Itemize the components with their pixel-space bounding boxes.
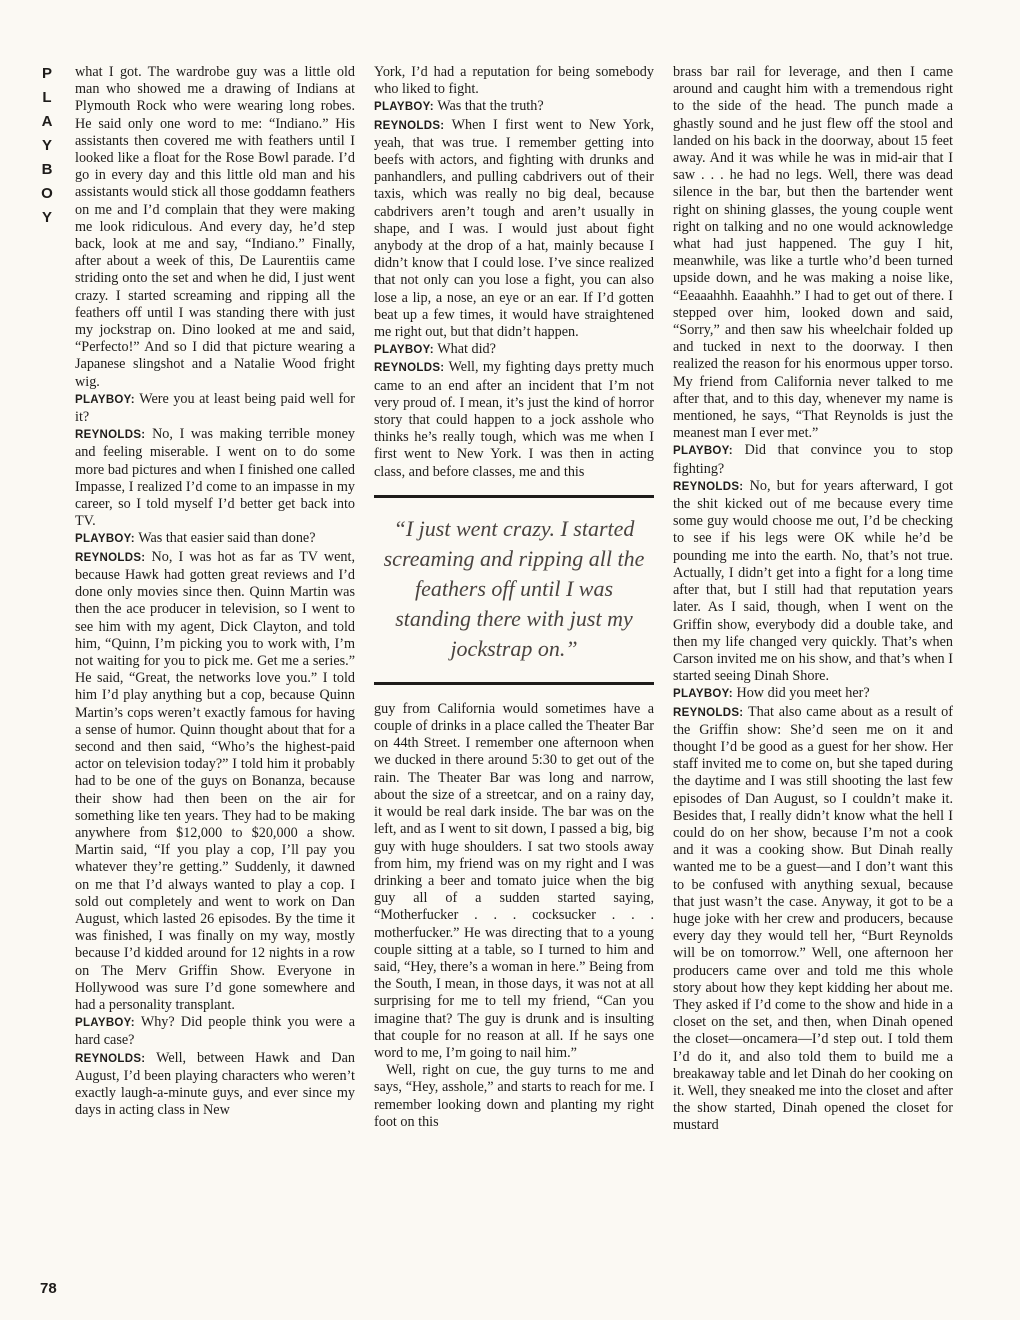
side-label-letter: Y [41,209,52,226]
speaker-label: PLAYBOY: [374,101,434,114]
speaker-label: REYNOLDS: [374,362,445,375]
speaker-label: REYNOLDS: [673,706,744,719]
speaker-label: REYNOLDS: [374,119,445,132]
magazine-side-label [38,62,56,230]
article-column-1 [75,64,355,1304]
paragraph: PLAYBOY: Were you at least being paid well for it? [75,390,355,426]
paragraph: what I got. The wardrobe guy was a little old man who showed me a drawing of Indians at Plymouth Rock who were wearing long robes. He said only one word to me: “Indiano.” His assistants then covered me with feathers until I looked like a float for the Rose Bowl parade. I’d go in every day and this little old man and his assistants would stick all those goddamn feathers on me and I’d complain that they were making me look ridiculous. And every day, he’d step back, look at me and say, “Indiano.” Finally, after about a week of this, De Laurentiis came striding onto the set and when he did, I just went crazy. I started screaming and ripping all the feathers off until I was standing there with just my jockstrap on. Dino looked at me and said, “Perfecto!” And so I did that picture wearing a Japanese slingshot and a Natalie Wood fright wig. [75,64,355,390]
paragraph: REYNOLDS: No, I was hot as far as TV went, because Hawk had gotten great reviews and I’d done only movies since then. Quinn Martin was then the ace producer in television, so I went to see him with my agent, Dick Clayton, and told him, “Quinn, I’m picking you to work with, I’m not waiting for you to pick me. Get me a series.” He said, “Great, the networks love you.” I told him I’d play anything but a cop, because Quinn Martin’s cops weren’t exactly famous for having a sense of humor. Quinn thought about that for a second and then said, “Who’s the highest-paid actor on television today?” I told him it probably had to be one of the guys on Bonanza, because their show had then been on the air for something like ten years. They had to be making anywhere from $12,000 to $20,000 a show. Martin said, “If you play a cop, I’ll pay you whatever they’re getting.” Suddenly, it dawned on me that I’d always wanted to play a cop. I sold out completely and went to work on Dan August, which lasted 26 episodes. By the time it was finished, I was finally on my way, mostly because I’d kidded around for 12 nights in a row on The Merv Griffin Show. Everyone in Hollywood was sure I’d gone somewhere and had a personality transplant. [75,548,355,1013]
side-label-letter: Y [41,137,52,154]
article-column-2 [374,64,654,1304]
pull-quote: “I just went crazy. I started screaming and ripping all the feathers off until I was standing there with just my jockstrap on.” [374,495,654,685]
article-column-3 [673,64,953,1304]
paragraph: guy from California would sometimes have a couple of drinks in a place called the Theater Bar on 44th Street. I remember one afternoon when we ducked in there around 5:30 to get out of the rain. The Theater Bar was long and narrow, about the size of a streetcar, and on a rainy day, it would be real dark inside. The bar was on the left, and as I went to sit down, I passed a big, big guy with huge shoulders. I sat two stools away from him, my friend was on my right and I was drinking a beer and tomato juice when the big guy all of a sudden started saying, “Motherfucker . . . cocksucker . . . motherfucker.” He was directing that to a young couple sitting at a table, so I turned to him and said, “Hey, there’s a woman in here.” Being from the South, I mean, in those days, it was not at all surprising for me to tell my friend, “Can you imagine that? The guy is drunk and is insulting that couple for no reason at all. If he says one word to me, I’m going to nail him.” [374,700,654,1061]
paragraph: REYNOLDS: When I first went to New York, yeah, that was true. I remember getting into beefs with actors, and fighting with drunks and panhandlers, and pulling cabdrivers out of their taxis, which was really no big deal, because cabdrivers aren’t tough and aren’t usually in shape, and I was. I would just about fight anybody at the drop of a hat, mainly because I didn’t know that I could lose. I’ve since realized that not only can you lose a fight, you can also lose a lip, a nose, an eye or an ear. If I’d gotten beat up a few times, it would have straightened me right out, but that didn’t happen. [374,116,654,341]
paragraph: REYNOLDS: That also came about as a result of the Griffin show: She’d seen me on it and thought I’d be good as a guest for her show. Her staff invited me to come on, but she taped during the daytime and I was still shooting the last few episodes of Dan August, so I couldn’t make it. Besides that, I really didn’t know what the hell I could do on her show, because I’m not a cook and it was a cooking show. But Dinah really wanted me to be a guest—and I don’t want this to be confused with anything sexual, because that just wasn’t the case. Anyway, it got to be a huge joke with her crew and producers, because every day they would tell her, “Burt Reynolds will be on tomorrow.” Well, one afternoon her producers came over and told me this whole story about how they kept kidding her about me. They asked if I’d come to the show and hide in a closet on the set, and then, when Dinah opened the closet—oncamera—I’d step out. I told them I’d do it, and also told them to build me a breakaway table and let Dinah do her cooking on it. Well, they sneaked me into the closet and after the show started, Dinah opened the closet for mustard [673,703,953,1134]
side-label-letter: B [41,161,53,178]
page-number: 78 [40,1280,57,1297]
speaker-label: PLAYBOY: [673,688,733,701]
paragraph: PLAYBOY: Why? Did people think you were a hard case? [75,1014,355,1049]
paragraph: PLAYBOY: Did that convince you to stop fighting? [673,442,953,477]
speaker-label: REYNOLDS: [75,429,146,442]
paragraph: PLAYBOY: How did you meet her? [673,685,870,702]
speaker-label: REYNOLDS: [673,480,744,493]
paragraph: PLAYBOY: What did? [374,341,496,358]
side-label-letter: L [42,89,52,106]
speaker-label: PLAYBOY: [75,1017,135,1030]
speaker-label: REYNOLDS: [75,551,146,564]
paragraph: REYNOLDS: Well, between Hawk and Dan August, I’d been playing characters who weren’t exactly laugh-a-minute guys, and ever since my days in acting class in New [75,1049,355,1119]
paragraph: PLAYBOY: Was that easier said than done? [75,530,316,547]
paragraph: REYNOLDS: No, but for years afterward, I got the shit kicked out of me because every time some guy would choose me out, I’d be checking to see if his legs were OK while he’d be pounding me into the earth. No, that’s not true. Actually, I didn’t get into a fight for a long time after that, but I still had that reputation years later. As I said, though, when I went on the Griffin show, everybody did a double take, and then my life changed very quickly. That’s when Carson invited me on his show, and that’s when I started seeing Dinah Shore. [673,477,953,685]
speaker-label: PLAYBOY: [75,393,135,406]
paragraph: REYNOLDS: No, I was making terrible money and feeling miserable. I went on to do some more bad pictures and when I finished one called Impasse, I realized I’d come to an impasse in my career, so I told myself I’d better get back into TV. [75,426,355,530]
paragraph: REYNOLDS: Well, my fighting days pretty much came to an end after an incident that I’m not very proud of. I mean, it’s just the kind of horror story that could happen to a jock asshole who thinks he’s really tough, which was me when I first went to New York. I was then in acting class, and before classes, me and this [374,359,654,480]
speaker-label: PLAYBOY: [374,344,434,357]
speaker-label: REYNOLDS: [75,1052,146,1065]
paragraph: PLAYBOY: Was that the truth? [374,98,544,115]
side-label-letter: O [41,185,53,202]
speaker-label: PLAYBOY: [673,445,733,458]
side-label-letter: A [41,113,53,130]
paragraph: York, I’d had a reputation for being somebody who liked to fight. [374,64,654,98]
side-label-letter: P [41,65,52,82]
speaker-label: PLAYBOY: [75,533,135,546]
paragraph: brass bar rail for leverage, and then I came around and caught him with a tremendous right to the side of the head. The punch made a ghastly sound and he just flew off the stool and landed on his back in the doorway, about 15 feet away. And it was while he was in mid-air that I saw . . . he had no legs. Well, there was dead silence in the bar, but then the bartender went right on shining glasses, the young couple went right on talking and no one would acknowledge what had just happened. The guy I hit, meanwhile, was like a turtle who’d been turned upside down, and he was making a noise like, “Eeaaahhh. Eaaahhh.” I had to get out of there. I stepped over him, looked down and said, “Sorry,” and then saw his wheelchair folded up and tucked in next to the doorway. I then realized the reason for his enormous upper torso. My friend from California never talked to me after that, and to this day, whenever my name is mentioned, he says, “That Reynolds is just the meanest man I ever met.” [673,64,953,442]
paragraph: Well, right on cue, the guy turns to me and says, “Hey, asshole,” and starts to reach for me. I remember looking down and planting my right foot on this [374,1062,654,1130]
